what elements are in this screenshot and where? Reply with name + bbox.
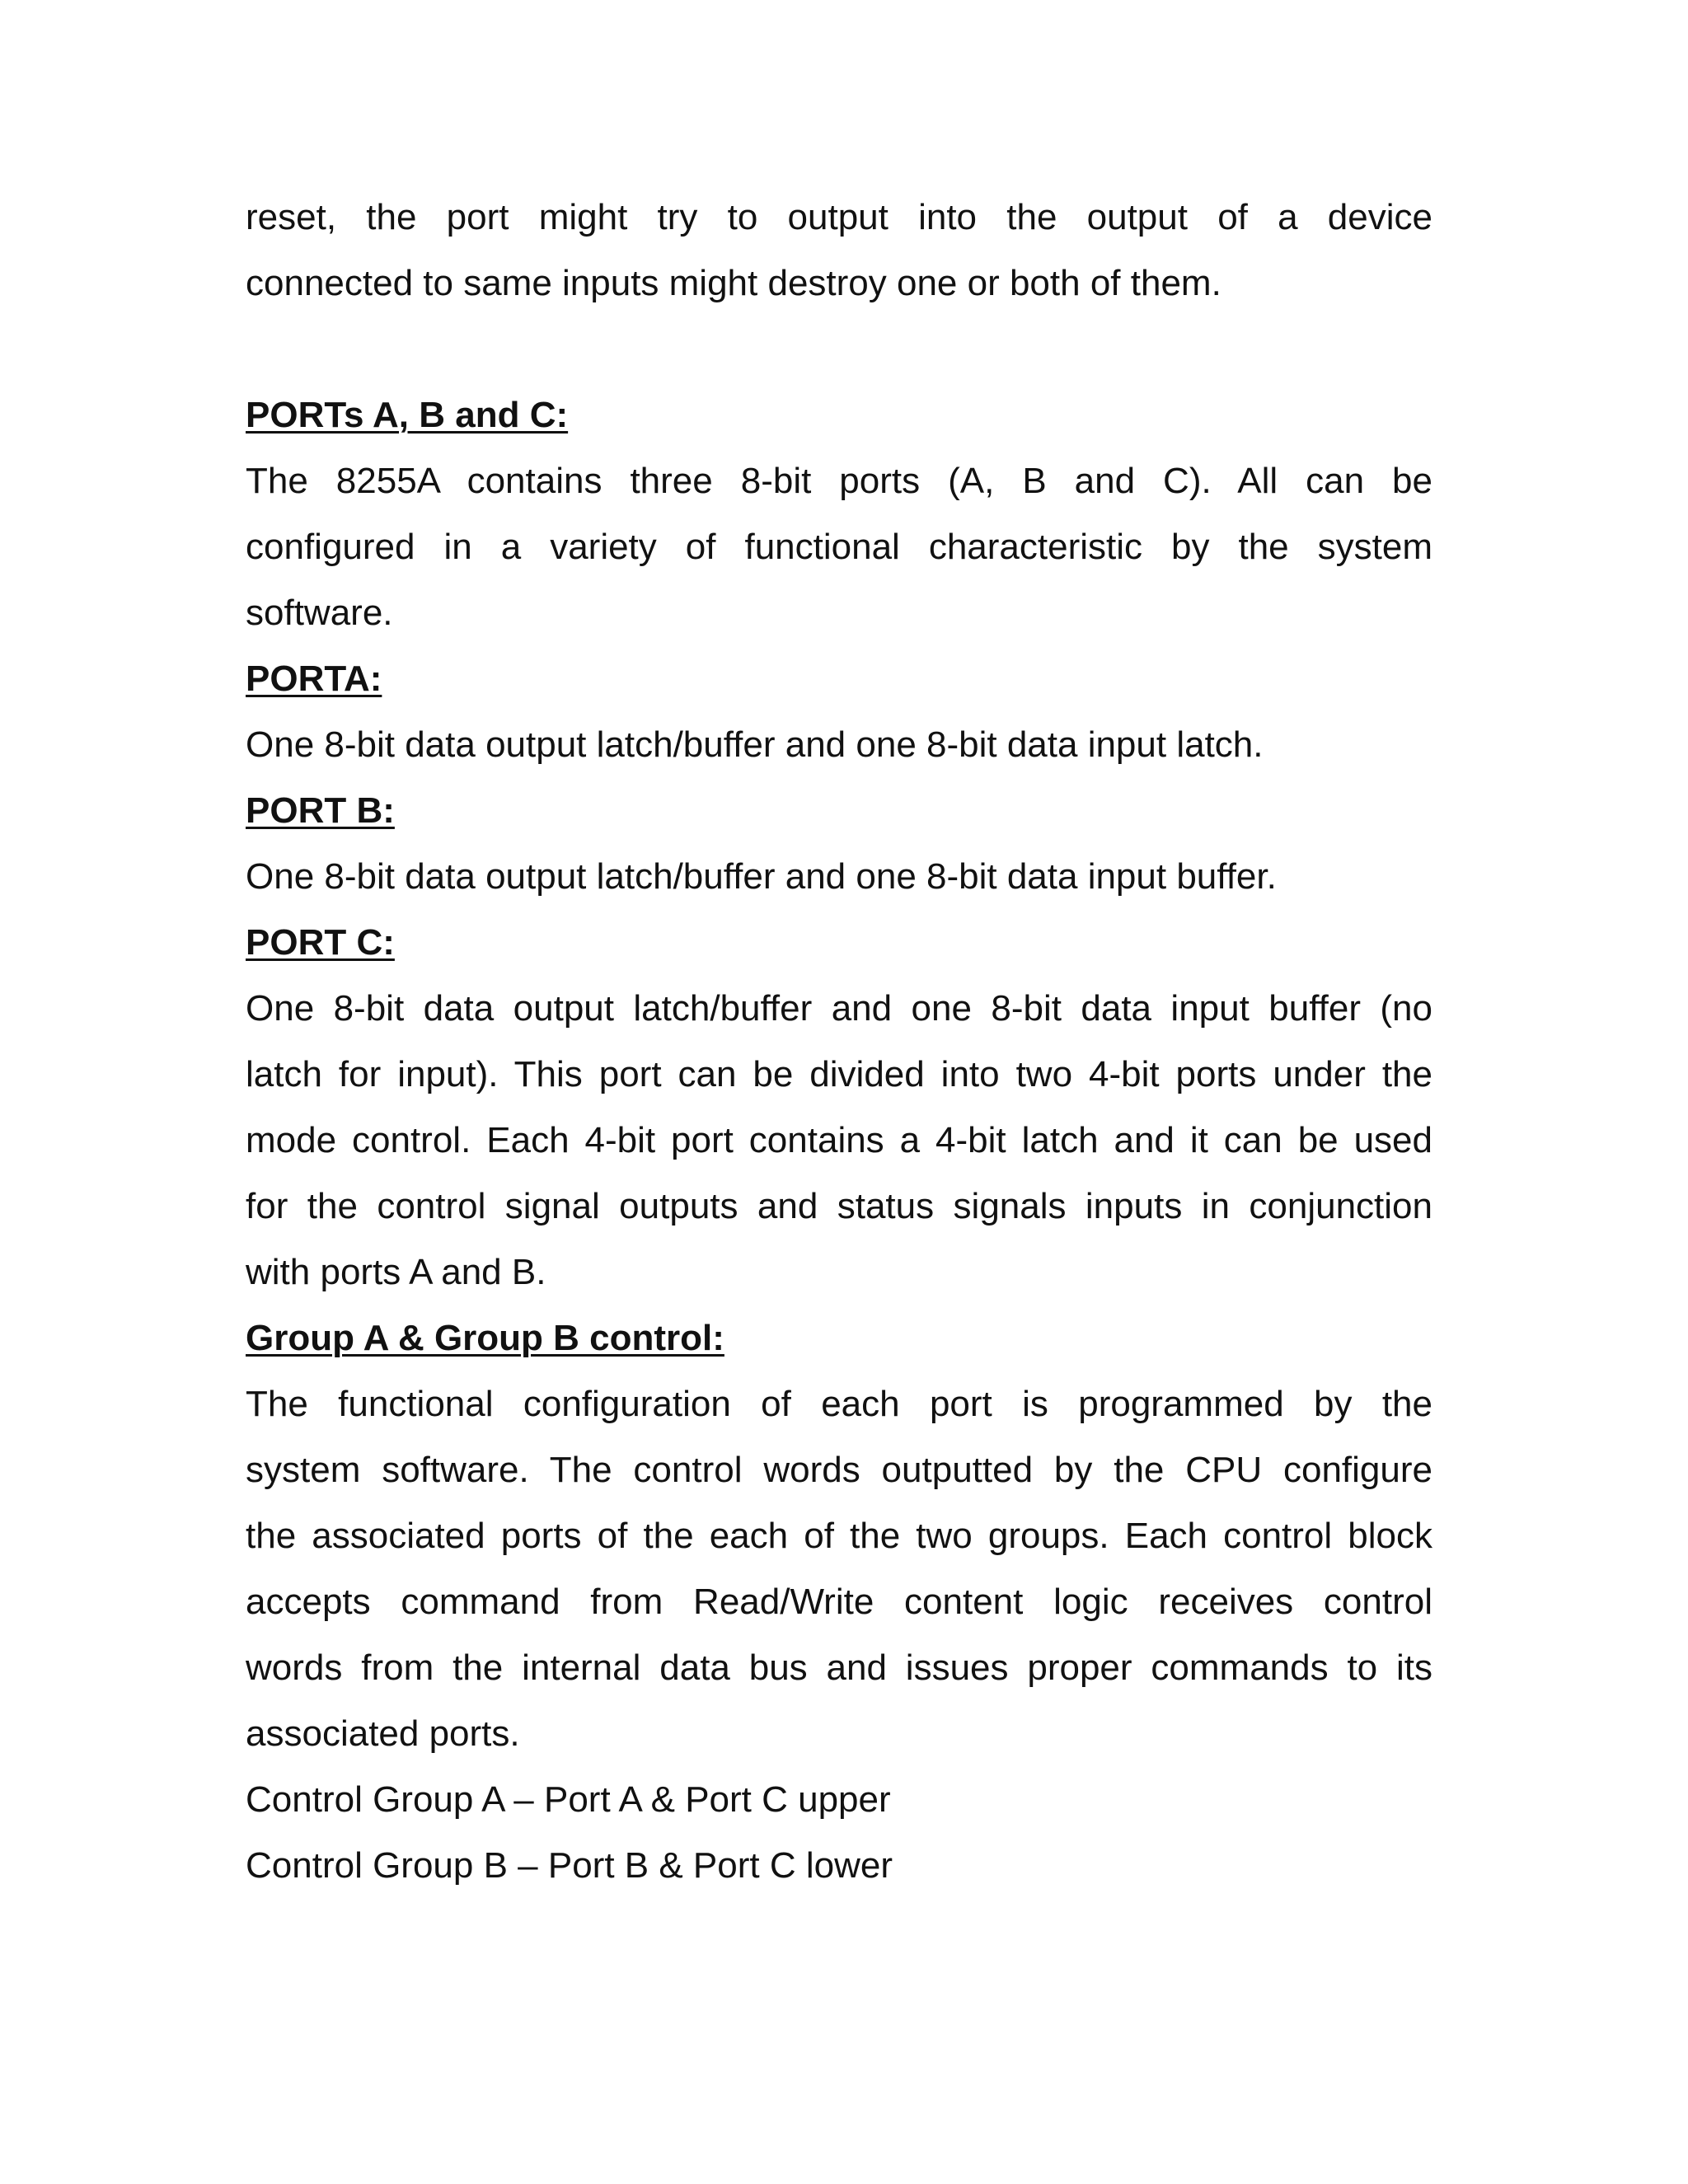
section-heading-port-b: PORT B: <box>246 790 395 831</box>
paragraph-line: One 8-bit data output latch/buffer and one 8-bit data input buffer (no <box>246 988 1432 1029</box>
paragraph-line: One 8-bit data output latch/buffer and one 8-bit data input latch. <box>246 724 1264 765</box>
paragraph-line: The functional configuration of each port is programmed by the <box>246 1384 1432 1424</box>
paragraph-line: One 8-bit data output latch/buffer and one 8-bit data input buffer. <box>246 856 1277 897</box>
paragraph-line: configured in a variety of functional characteristic by the system <box>246 527 1432 567</box>
paragraph-line: connected to same inputs might destroy one or both of them. <box>246 263 1221 303</box>
paragraph-gap <box>246 321 1432 387</box>
section-heading-group-control: Group A & Group B control: <box>246 1318 724 1358</box>
control-group-a-line: Control Group A – Port A & Port C upper <box>246 1779 891 1820</box>
paragraph-line: words from the internal data bus and issues proper commands to its <box>246 1647 1432 1688</box>
section-heading-ports: PORTs A, B and C: <box>246 395 569 435</box>
paragraph-line: mode control. Each 4-bit port contains a 4-bit latch and it can be used <box>246 1120 1432 1160</box>
control-group-b-line: Control Group B – Port B & Port C lower <box>246 1845 893 1886</box>
section-heading-port-a: PORTA: <box>246 658 382 699</box>
paragraph-line: reset, the port might try to output into the output of a device <box>246 197 1432 237</box>
paragraph-line: accepts command from Read/Write content logic receives control <box>246 1582 1432 1622</box>
paragraph-line: latch for input). This port can be divided into two 4-bit ports under the <box>246 1054 1432 1094</box>
paragraph-line: associated ports. <box>246 1713 520 1754</box>
document-page <box>246 190 1432 1904</box>
paragraph-line: the associated ports of the each of the two groups. Each control block <box>246 1516 1432 1556</box>
paragraph-line: for the control signal outputs and status signals inputs in conjunction <box>246 1186 1432 1226</box>
paragraph-line: system software. The control words outputted by the CPU configure <box>246 1450 1432 1490</box>
paragraph-line: The 8255A contains three 8-bit ports (A, B and C). All can be <box>246 461 1432 501</box>
section-heading-port-c: PORT C: <box>246 922 395 963</box>
paragraph-line: software. <box>246 593 393 633</box>
paragraph-line: with ports A and B. <box>246 1252 546 1292</box>
